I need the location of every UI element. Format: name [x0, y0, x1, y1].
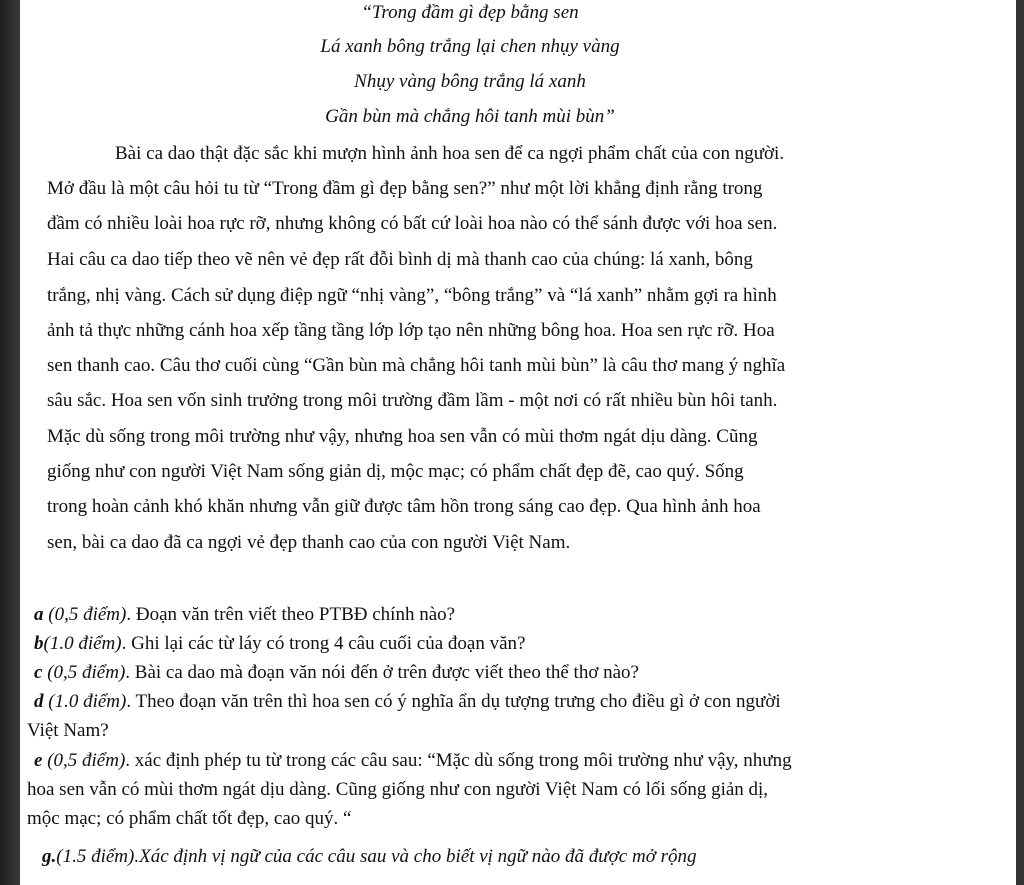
- question-b-text: . Ghi lại các từ láy có trong 4 câu cuối của đoạn văn?: [121, 633, 526, 654]
- question-e-continuation-2: mộc mạc; có phẩm chất tốt đẹp, cao quý. “: [27, 808, 352, 829]
- poem-line-1: “Trong đầm gì đẹp bằng sen: [361, 2, 579, 23]
- question-b-score: (1.0 điểm): [43, 633, 122, 654]
- question-c-score: (0,5 điểm): [42, 662, 126, 683]
- poem-line-4: Gần bùn mà chẳng hôi tanh mùi bùn”: [325, 106, 615, 127]
- question-a-score: (0,5 điểm): [43, 604, 127, 625]
- question-g-label: g.: [42, 846, 57, 867]
- question-d: [34, 691, 781, 713]
- paragraph-line-2: Mở đầu là một câu hỏi tu từ “Trong đầm gì đẹp bằng sen?” như một lời khẳng định rằng trong: [47, 178, 763, 199]
- paragraph-line-10: giống như con người Việt Nam sống giản dị, mộc mạc; có phẩm chất đẹp đẽ, cao quý. Sống: [47, 461, 744, 482]
- paragraph-line-3: đầm có nhiều loài hoa rực rỡ, nhưng không có bất cứ loài hoa nào có thể sánh được với hoa sen.: [47, 213, 778, 234]
- question-d-continuation: Việt Nam?: [27, 720, 109, 741]
- poem-line-2: Lá xanh bông trắng lại chen nhụy vàng: [320, 36, 620, 57]
- question-a-text: . Đoạn văn trên viết theo PTBĐ chính nào?: [126, 604, 456, 625]
- paragraph-line-12: sen, bài ca dao đã ca ngợi vẻ đẹp thanh cao của con người Việt Nam.: [47, 532, 571, 553]
- question-a: [34, 604, 455, 626]
- question-d-label: d: [34, 691, 44, 712]
- scan-left-edge: [0, 0, 20, 885]
- question-d-text: . Theo đoạn văn trên thì hoa sen có ý nghĩa ẩn dụ tượng trưng cho điều gì ở con người: [126, 691, 781, 712]
- scan-right-edge: [1016, 0, 1024, 885]
- paragraph-line-9: Mặc dù sống trong môi trường như vậy, nhưng hoa sen vẫn có mùi thơm ngát dịu dàng. Cũng: [47, 426, 758, 447]
- question-d-score: (1.0 điểm): [43, 691, 127, 712]
- paragraph-line-4: Hai câu ca dao tiếp theo vẽ nên vẻ đẹp rất đỗi bình dị mà thanh cao của chúng: lá xanh, bông: [47, 249, 753, 270]
- paragraph-line-7: sen thanh cao. Câu thơ cuối cùng “Gần bùn mà chẳng hôi tanh mùi bùn” là câu thơ mang ý nghĩa: [47, 355, 786, 376]
- question-g-score: (1.5 điểm): [56, 846, 135, 867]
- question-e: [34, 750, 792, 772]
- question-g: [42, 846, 697, 868]
- paragraph-line-8: sâu sắc. Hoa sen vốn sinh trưởng trong môi trường đầm lầm - một nơi có rất nhiều bùn hôi tanh.: [47, 390, 778, 411]
- question-a-label: a: [34, 604, 44, 625]
- question-e-continuation-1: hoa sen vẫn có mùi thơm ngát dịu dàng. Cũng giống như con người Việt Nam có lối sống giản dị,: [27, 779, 769, 800]
- paragraph-line-11: trong hoàn cảnh khó khăn nhưng vẫn giữ được tâm hồn trong sáng cao đẹp. Qua hình ảnh hoa: [47, 496, 761, 517]
- question-b-label: b: [34, 633, 44, 654]
- question-c-text: . Bài ca dao mà đoạn văn nói đến ở trên được viết theo thể thơ nào?: [125, 662, 639, 683]
- question-e-score: (0,5 điểm): [42, 750, 126, 771]
- document-page: [20, 0, 1016, 885]
- paragraph-line-6: ảnh tả thực những cánh hoa xếp tầng tầng lớp lớp tạo nên những bông hoa. Hoa sen rực rỡ. Hoa: [47, 320, 775, 341]
- question-e-label: e: [34, 750, 43, 771]
- question-g-text: .Xác định vị ngữ của các câu sau và cho biết vị ngữ nào đã được mở rộng: [134, 846, 697, 867]
- paragraph-line-1: Bài ca dao thật đặc sắc khi mượn hình ảnh hoa sen để ca ngợi phẩm chất của con người.: [115, 143, 785, 164]
- poem-line-3: Nhụy vàng bông trắng lá xanh: [354, 71, 586, 92]
- question-b: [34, 633, 525, 655]
- question-c-label: c: [34, 662, 43, 683]
- question-e-text: . xác định phép tu từ trong các câu sau: “Mặc dù sống trong môi trường như vậy, nhưng: [125, 750, 792, 771]
- paragraph-line-5: trắng, nhị vàng. Cách sử dụng điệp ngữ “nhị vàng”, “bông trắng” và “lá xanh” nhằm gợi ra hình: [47, 285, 777, 306]
- question-c: [34, 662, 639, 684]
